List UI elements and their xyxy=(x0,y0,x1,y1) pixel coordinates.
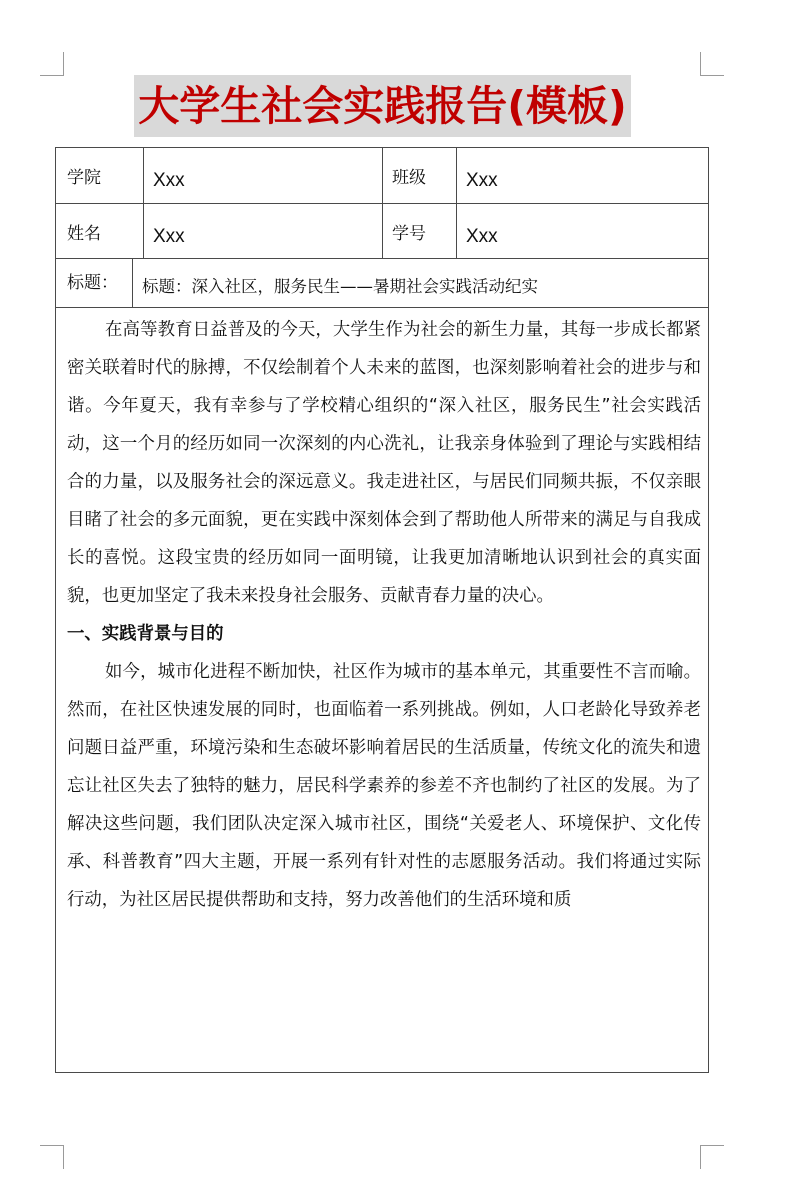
value-cell-name[interactable] xyxy=(144,204,383,258)
value-name[interactable]: Xxx xyxy=(153,226,185,247)
info-row-name-id xyxy=(56,204,708,259)
label-student-id: 学号 xyxy=(392,224,426,244)
value-cell-report-title[interactable] xyxy=(133,259,708,307)
info-row-college-class xyxy=(56,148,708,204)
value-cell-class[interactable] xyxy=(457,148,708,203)
label-cell-report-title xyxy=(56,259,133,307)
value-student-id[interactable]: Xxx xyxy=(466,226,498,247)
value-report-title[interactable]: 标题：深入社区，服务民生——暑期社会实践活动纪实 xyxy=(142,277,538,296)
crop-mark-bottom-right xyxy=(700,1145,724,1169)
value-cell-college[interactable] xyxy=(144,148,383,203)
label-cell-class xyxy=(383,148,457,203)
value-class[interactable]: Xxx xyxy=(466,170,498,191)
section-paragraph-background: 如今，城市化进程不断加快，社区作为城市的基本单元，其重要性不言而喻。然而，在社区快速发展的同时，也面临着一系列挑战。例如，人口老龄化导致养老问题日益严重，环境污染和生态破坏影响着居民的生活质量，传统文化的流失和遗忘让社区失去了独特的魅力，居民科学素养的参差不齐也制约了社区的发展。为了解决这些问题，我们团队决定深入城市社区，围绕“关爱老人、环境保护、文化传承、科普教育”四大主题，开展一系列有针对性的志愿服务活动。我们将通过实际行动，为社区居民提供帮助和支持，努力改善他们的生活环境和质 xyxy=(67,662,701,910)
intro-paragraph: 在高等教育日益普及的今天，大学生作为社会的新生力量，其每一步成长都紧密关联着时代的脉搏，不仅绘制着个人未来的蓝图，也深刻影响着社会的进步与和谐。今年夏天，我有幸参与了学校精心组织的“深入社区，服务民生”社会实践活动，这一个月的经历如同一次深刻的内心洗礼，让我亲身体验到了理论与实践相结合的力量，以及服务社会的深远意义。我走进社区，与居民们同频共振，不仅亲眼目睹了社会的多元面貌，更在实践中深刻体会到了帮助他人所带来的满足与自我成长的喜悦。这段宝贵的经历如同一面明镜，让我更加清晰地认识到社会的真实面貌，也更加坚定了我未来投身社会服务、贡献青春力量的决心。 xyxy=(67,320,701,606)
document-title-highlight xyxy=(134,75,631,137)
label-name: 姓名 xyxy=(67,224,101,244)
label-class: 班级 xyxy=(392,168,426,188)
label-cell-college xyxy=(56,148,144,203)
label-cell-name xyxy=(56,204,144,258)
crop-mark-top-right xyxy=(700,52,724,76)
crop-mark-top-left xyxy=(40,52,64,76)
document-title: 大学生社会实践报告(模板) xyxy=(138,81,627,130)
section-heading-background: 一、实践背景与目的 xyxy=(67,624,224,644)
report-body xyxy=(67,311,701,919)
value-college[interactable]: Xxx xyxy=(153,170,185,191)
label-report-title: 标题： xyxy=(67,273,118,293)
crop-mark-bottom-left xyxy=(40,1145,64,1169)
label-college: 学院 xyxy=(67,168,101,188)
info-row-report-title xyxy=(56,259,708,308)
value-cell-student-id[interactable] xyxy=(457,204,708,258)
report-sheet xyxy=(55,147,709,1073)
label-cell-student-id xyxy=(383,204,457,258)
